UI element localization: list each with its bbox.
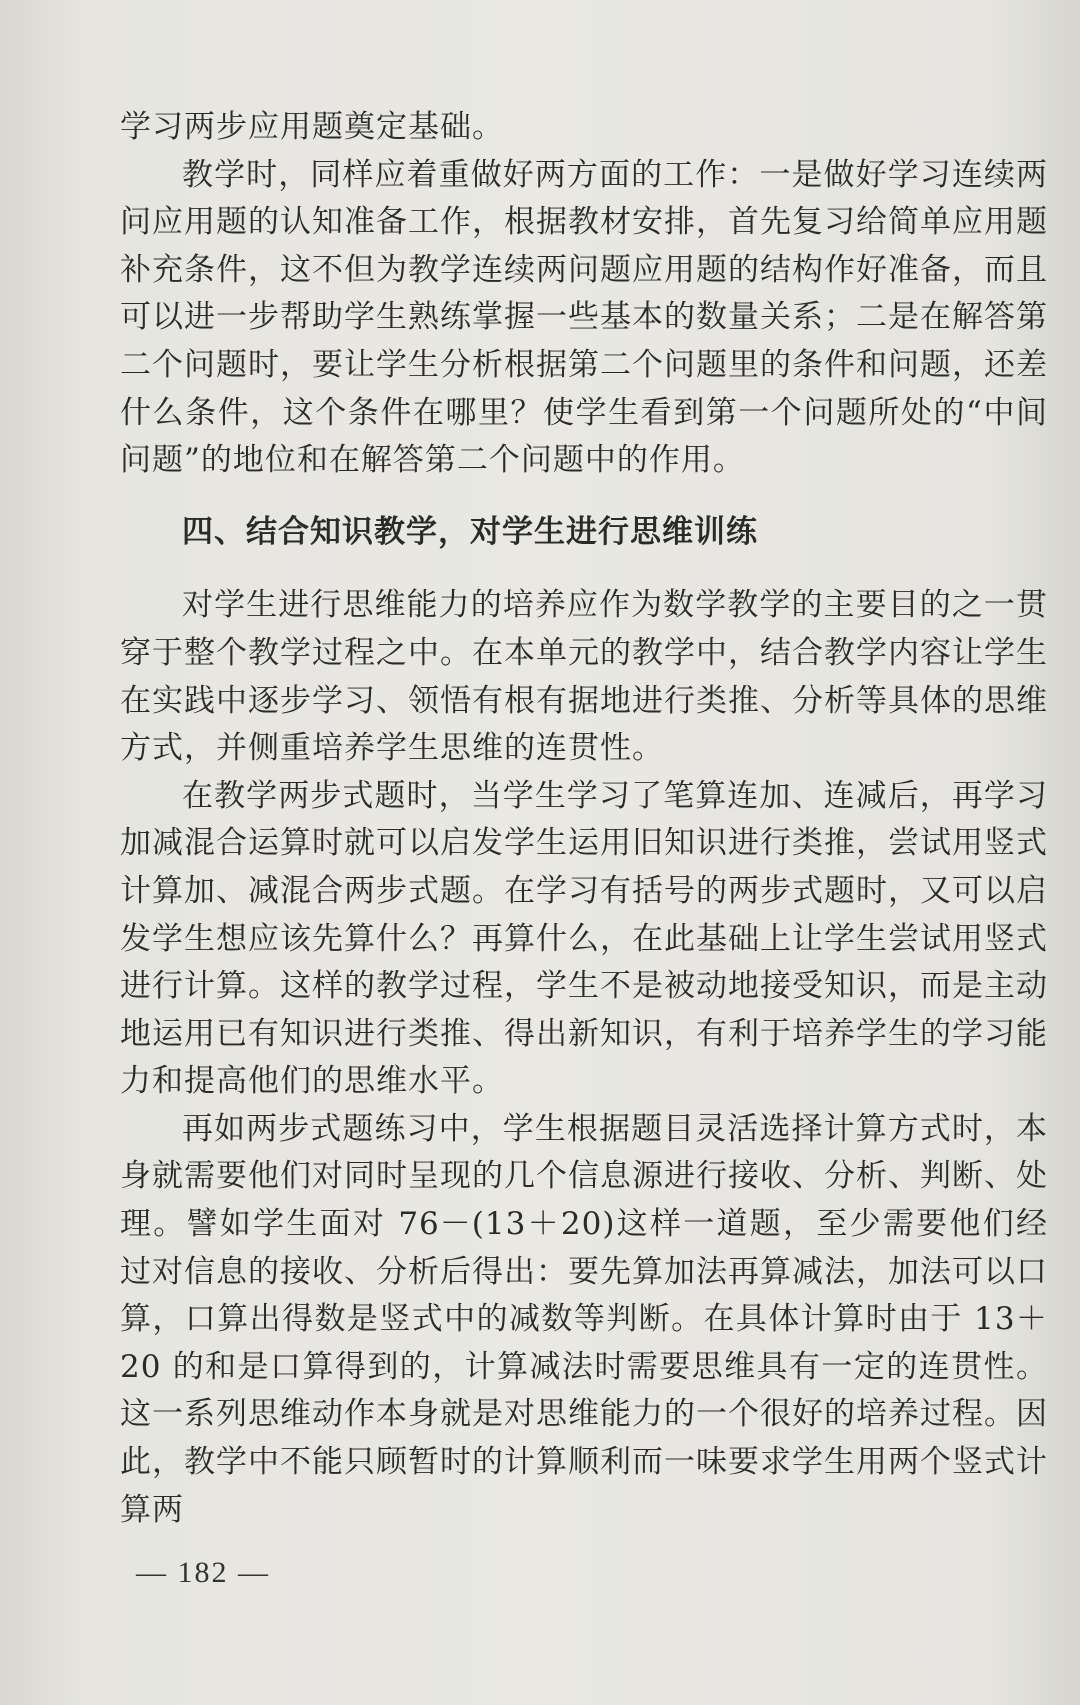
page-number: — 182 —: [136, 1556, 270, 1589]
paragraph-thinking-ability: 对学生进行思维能力的培养应作为数学教学的主要目的之一贯穿于整个教学过程之中。在本单元的教学中，结合教学内容让学生在实践中逐步学习、领悟有根有据地进行类推、分析等具体的思维方式，并侧重培养学生思维的连贯性。: [120, 587, 1048, 767]
paragraph-continuation: 学习两步应用题奠定基础。: [120, 109, 504, 145]
paragraph-practice-example: 再如两步式题练习中，学生根据题目灵活选择计算方式时，本身就需要他们对同时呈现的几个信息源进行接收、分析、判断、处理。譬如学生面对 76－(13＋20)这样一道题，至少需要他们经过对信息的接收、分析后得出：要先算加法再算减法，加法可以口算，口算出得数是竖式中的减数等判断。在具体计算时由于 13＋20 的和是口算得到的，计算减法时需要思维具有一定的连贯性。这一系列思维动作本身就是对思维能力的一个很好的培养过程。因此，教学中不能只顾暂时的计算顺利而一味要求学生用两个竖式计算两: [120, 1110, 1048, 1528]
page-body: [120, 104, 1048, 1534]
section-heading: 四、结合知识教学，对学生进行思维训练: [182, 513, 758, 550]
paragraph-two-step-formula: 在教学两步式题时，当学生学习了笔算连加、连减后，再学习加减混合运算时就可以启发学生运用旧知识进行类推，尝试用竖式计算加、减混合两步式题。在学习有括号的两步式题时，又可以启发学生想应该先算什么？再算什么，在此基础上让学生尝试用竖式进行计算。这样的教学过程，学生不是被动地接受知识，而是主动地运用已有知识进行类推、得出新知识，有利于培养学生的学习能力和提高他们的思维水平。: [120, 777, 1048, 1100]
paragraph-teaching-method: 教学时，同样应着重做好两方面的工作：一是做好学习连续两问应用题的认知准备工作，根据教材安排，首先复习给简单应用题补充条件，这不但为教学连续两问题应用题的结构作好准备，而且可以进一步帮助学生熟练掌握一些基本的数量关系；二是在解答第二个问题时，要让学生分析根据第二个问题里的条件和问题，还差什么条件，这个条件在哪里？使学生看到第一个问题所处的“中间问题”的地位和在解答第二个问题中的作用。: [120, 156, 1048, 479]
